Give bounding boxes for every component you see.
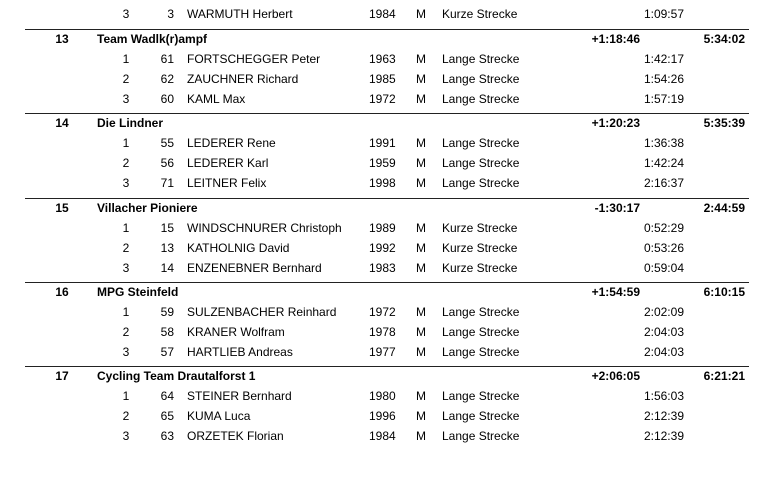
category: Kurze Strecke (442, 7, 518, 21)
sex: M (416, 156, 426, 170)
category: Kurze Strecke (442, 261, 518, 275)
team-total-time: 2:44:59 (703, 201, 745, 215)
member-row (0, 134, 768, 152)
team-row (0, 199, 768, 217)
athlete-name: WINDSCHNURER Christoph (187, 221, 342, 235)
birth-year: 1984 (369, 429, 396, 443)
time-difference: +2:06:05 (591, 369, 640, 383)
category: Lange Strecke (442, 156, 520, 170)
finish-time: 2:12:39 (643, 429, 684, 443)
sex: M (416, 72, 426, 86)
team-row (0, 30, 768, 48)
birth-year: 1992 (369, 241, 396, 255)
sex: M (416, 136, 426, 150)
athlete-name: ENZENEBNER Bernhard (187, 261, 322, 275)
athlete-name: KATHOLNIG David (187, 241, 290, 255)
member-row (0, 407, 768, 425)
athlete-name: LEDERER Rene (187, 136, 276, 150)
sex: M (416, 7, 426, 21)
sex: M (416, 389, 426, 403)
finish-time: 1:56:03 (643, 389, 684, 403)
team-position: 17 (55, 369, 69, 383)
finish-time: 1:09:57 (643, 7, 684, 21)
time-difference: +1:54:59 (591, 285, 640, 299)
athlete-name: ZAUCHNER Richard (187, 72, 299, 86)
sex: M (416, 305, 426, 319)
category: Lange Strecke (442, 72, 520, 86)
birth-year: 1959 (369, 156, 396, 170)
birth-year: 1996 (369, 409, 396, 423)
member-row (0, 5, 768, 23)
team-total-time: 6:21:21 (703, 369, 745, 383)
bib-number: 71 (160, 176, 174, 190)
category: Lange Strecke (442, 325, 520, 339)
category: Lange Strecke (442, 305, 520, 319)
bib-number: 58 (160, 325, 174, 339)
birth-year: 1989 (369, 221, 396, 235)
member-rank: 2 (122, 72, 130, 86)
member-rank: 3 (122, 261, 130, 275)
team-total-time: 5:35:39 (703, 116, 745, 130)
member-rank: 3 (122, 345, 130, 359)
team-total-time: 5:34:02 (703, 32, 745, 46)
birth-year: 1991 (369, 136, 396, 150)
time-difference: +1:18:46 (591, 32, 640, 46)
member-row (0, 239, 768, 257)
bib-number: 56 (160, 156, 174, 170)
member-rank: 2 (122, 241, 130, 255)
finish-time: 1:54:26 (643, 72, 684, 86)
athlete-name: KUMA Luca (187, 409, 251, 423)
member-rank: 1 (122, 221, 130, 235)
sex: M (416, 92, 426, 106)
member-rank: 3 (122, 7, 130, 21)
bib-number: 64 (160, 389, 174, 403)
category: Kurze Strecke (442, 221, 518, 235)
member-rank: 2 (122, 325, 130, 339)
member-row (0, 259, 768, 277)
athlete-name: STEINER Bernhard (187, 389, 292, 403)
finish-time: 1:42:24 (643, 156, 684, 170)
birth-year: 1998 (369, 176, 396, 190)
category: Lange Strecke (442, 52, 520, 66)
category: Lange Strecke (442, 345, 520, 359)
sex: M (416, 325, 426, 339)
member-row (0, 387, 768, 405)
athlete-name: HARTLIEB Andreas (187, 345, 293, 359)
birth-year: 1963 (369, 52, 396, 66)
sex: M (416, 345, 426, 359)
member-row (0, 154, 768, 172)
bib-number: 59 (160, 305, 174, 319)
member-row (0, 219, 768, 237)
bib-number: 15 (160, 221, 174, 235)
finish-time: 1:57:19 (643, 92, 684, 106)
bib-number: 60 (160, 92, 174, 106)
member-rank: 3 (122, 429, 130, 443)
athlete-name: FORTSCHEGGER Peter (187, 52, 321, 66)
birth-year: 1984 (369, 7, 396, 21)
athlete-name: LEITNER Felix (187, 176, 267, 190)
finish-time: 0:53:26 (643, 241, 684, 255)
member-rank: 1 (122, 136, 130, 150)
birth-year: 1985 (369, 72, 396, 86)
member-row (0, 50, 768, 68)
member-row (0, 90, 768, 108)
finish-time: 0:52:29 (643, 221, 684, 235)
team-position: 15 (55, 201, 69, 215)
bib-number: 65 (160, 409, 174, 423)
sex: M (416, 176, 426, 190)
birth-year: 1977 (369, 345, 396, 359)
sex: M (416, 429, 426, 443)
team-name: Team Wadlk(r)ampf (97, 32, 208, 46)
finish-time: 1:36:38 (643, 136, 684, 150)
birth-year: 1972 (369, 305, 396, 319)
member-row (0, 174, 768, 192)
finish-time: 2:02:09 (643, 305, 684, 319)
member-row (0, 70, 768, 88)
member-row (0, 303, 768, 321)
athlete-name: WARMUTH Herbert (187, 7, 293, 21)
category: Lange Strecke (442, 409, 520, 423)
bib-number: 62 (160, 72, 174, 86)
member-rank: 3 (122, 92, 130, 106)
team-row (0, 367, 768, 385)
bib-number: 63 (160, 429, 174, 443)
team-name: Cycling Team Drautalforst 1 (97, 369, 256, 383)
sex: M (416, 261, 426, 275)
sex: M (416, 221, 426, 235)
category: Lange Strecke (442, 389, 520, 403)
team-position: 16 (55, 285, 69, 299)
member-rank: 2 (122, 156, 130, 170)
time-difference: +1:20:23 (591, 116, 640, 130)
member-rank: 3 (122, 176, 130, 190)
member-row (0, 323, 768, 341)
bib-number: 14 (160, 261, 174, 275)
athlete-name: KAML Max (187, 92, 246, 106)
team-name: Die Lindner (97, 116, 164, 130)
team-row (0, 283, 768, 301)
finish-time: 1:42:17 (643, 52, 684, 66)
athlete-name: KRANER Wolfram (187, 325, 285, 339)
member-row (0, 343, 768, 361)
sex: M (416, 52, 426, 66)
bib-number: 61 (160, 52, 174, 66)
category: Lange Strecke (442, 429, 520, 443)
birth-year: 1978 (369, 325, 396, 339)
team-total-time: 6:10:15 (703, 285, 745, 299)
sex: M (416, 241, 426, 255)
member-rank: 1 (122, 389, 130, 403)
bib-number: 57 (160, 345, 174, 359)
sex: M (416, 409, 426, 423)
birth-year: 1972 (369, 92, 396, 106)
team-position: 13 (55, 32, 69, 46)
finish-time: 2:16:37 (643, 176, 684, 190)
member-row (0, 427, 768, 445)
team-name: MPG Steinfeld (97, 285, 179, 299)
bib-number: 55 (160, 136, 174, 150)
member-rank: 1 (122, 305, 130, 319)
category: Kurze Strecke (442, 241, 518, 255)
time-difference: -1:30:17 (594, 201, 640, 215)
category: Lange Strecke (442, 176, 520, 190)
category: Lange Strecke (442, 92, 520, 106)
member-rank: 2 (122, 409, 130, 423)
finish-time: 2:04:03 (643, 345, 684, 359)
athlete-name: ORZETEK Florian (187, 429, 284, 443)
team-row (0, 114, 768, 132)
finish-time: 0:59:04 (643, 261, 684, 275)
athlete-name: LEDERER Karl (187, 156, 269, 170)
category: Lange Strecke (442, 136, 520, 150)
member-rank: 1 (122, 52, 130, 66)
finish-time: 2:04:03 (643, 325, 684, 339)
bib-number: 3 (167, 7, 174, 21)
team-name: Villacher Pioniere (97, 201, 198, 215)
bib-number: 13 (160, 241, 174, 255)
finish-time: 2:12:39 (643, 409, 684, 423)
athlete-name: SULZENBACHER Reinhard (187, 305, 337, 319)
birth-year: 1983 (369, 261, 396, 275)
birth-year: 1980 (369, 389, 396, 403)
team-position: 14 (55, 116, 69, 130)
